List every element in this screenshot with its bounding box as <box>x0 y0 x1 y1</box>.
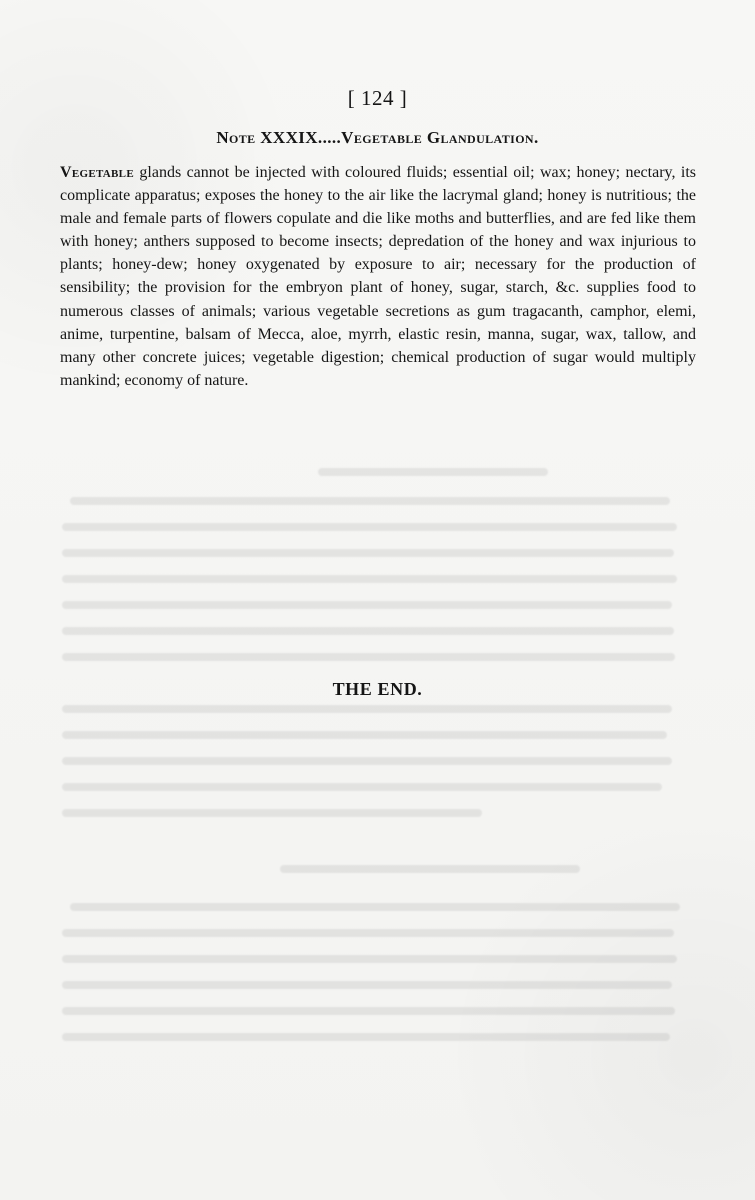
body-lead-word: Vegetable <box>60 164 134 181</box>
note-body <box>60 161 696 392</box>
body-text: glands cannot be injected with coloured fluids; essential oil; wax; honey; nectary, its complicate apparatus; exposes the honey to the air like the lacrymal gland; honey is nutritious; the male and female parts of flowers copulate and die like moths and butterflies, and are fed like them with honey; anthers supposed to become insects; depredation of the honey and wax injurious to plants; honey-dew; honey oxygenated by exposure to air; necessary for the production of sensibility; the provision for the embryon plant of honey, sugar, starch, &c. supplies food to numerous classes of animals; various vegetable secretions as gum tragacanth, camphor, elemi, anime, turpentine, balsam of Mecca, aloe, myrrh, elastic resin, manna, sugar, wax, tallow, and many other concrete juices; vegetable digestion; chemical production of sugar would multiply mankind; economy of nature. <box>60 164 697 389</box>
page-number: [ 124 ] <box>347 86 408 110</box>
note-title: Note XXXIX.....Vegetable Glandulation. <box>216 128 539 147</box>
page-header <box>0 86 755 111</box>
end-mark: THE END. <box>332 679 423 699</box>
